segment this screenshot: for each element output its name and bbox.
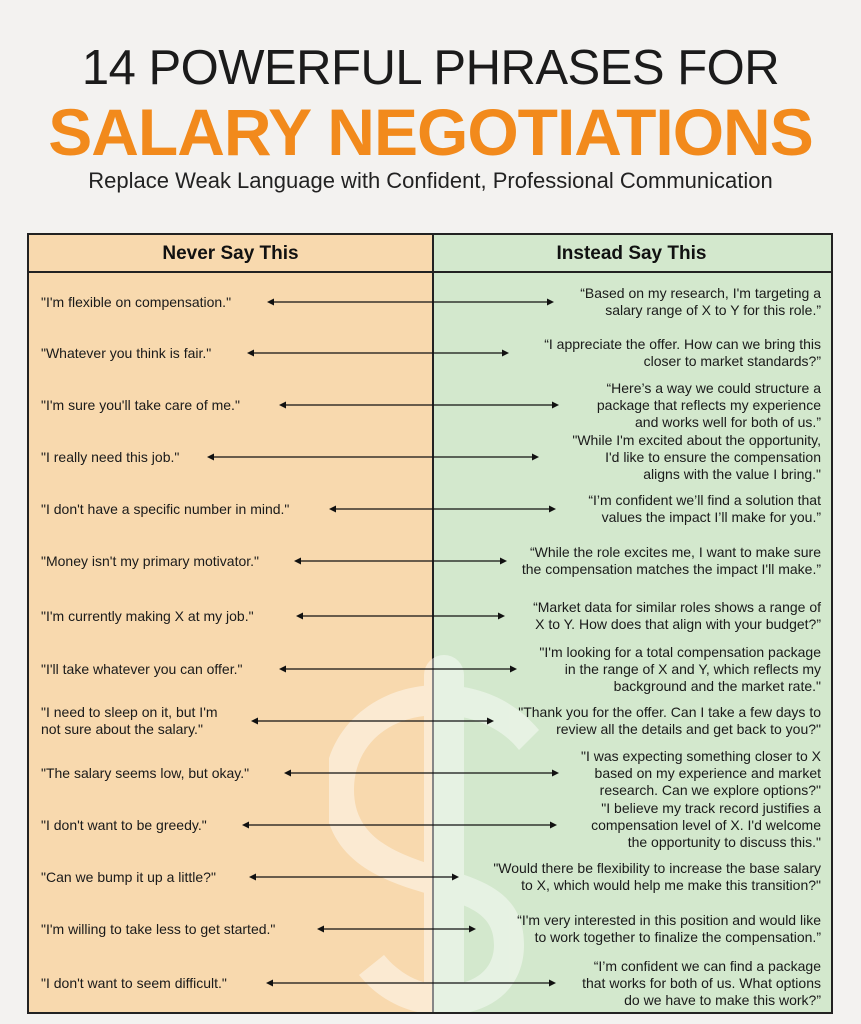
- double-arrow-icon: [247, 348, 509, 358]
- double-arrow-icon: [251, 716, 494, 726]
- never-phrase: "Money isn't my primary motivator.": [41, 552, 259, 569]
- double-arrow-icon: [249, 872, 459, 882]
- never-phrase: "I'm willing to take less to get started.": [41, 920, 276, 937]
- phrases-table: [27, 233, 833, 1014]
- double-arrow-icon: [279, 400, 559, 410]
- never-phrase: "I'm flexible on compensation.": [41, 293, 232, 310]
- instead-phrase: “Based on my research, I'm targeting a salary range of X to Y for this role.”: [580, 285, 821, 318]
- never-phrase: "I don't have a specific number in mind.": [41, 500, 290, 517]
- never-header: Never Say This: [162, 243, 299, 264]
- subtitle: Replace Weak Language with Confident, Professional Communication: [88, 168, 773, 193]
- double-arrow-icon: [317, 924, 476, 934]
- never-phrase: "I need to sleep on it, but I'm not sure about the salary.": [41, 704, 218, 737]
- never-phrase: "I'll take whatever you can offer.": [41, 660, 243, 677]
- double-arrow-icon: [284, 768, 559, 778]
- instead-phrase: “I'm very interested in this position and would like to work together to finalize the compensation.”: [517, 912, 821, 945]
- never-phrase: "I'm currently making X at my job.": [41, 607, 254, 624]
- instead-phrase: "While I'm excited about the opportunity, I'd like to ensure the compensation aligns with the value I bring.": [572, 431, 821, 482]
- instead-phrase: "I was expecting something closer to X based on my experience and market research. Can we explore options?": [581, 747, 821, 798]
- instead-phrase: “While the role excites me, I want to make sure the compensation matches the impact I'll make.”: [521, 544, 821, 577]
- double-arrow-icon: [294, 556, 507, 566]
- never-phrase: "I'm sure you'll take care of me.": [41, 396, 240, 413]
- instead-phrase: "I believe my track record justifies a compensation level of X. I'd welcome the opportunity to discuss this.": [591, 799, 821, 850]
- double-arrow-icon: [329, 504, 556, 514]
- never-phrase: "Can we bump it up a little?": [41, 868, 216, 885]
- instead-phrase: “Here’s a way we could structure a package that reflects my experience and works well for both of us.”: [596, 379, 821, 430]
- title-line2: SALARY NEGOTIATIONS: [48, 95, 813, 169]
- double-arrow-icon: [242, 820, 557, 830]
- instead-phrase: “I’m confident we’ll find a solution that values the impact I’ll make for you.”: [588, 492, 821, 525]
- instead-phrase: "Would there be flexibility to increase the base salary to X, which would help me make this transition?": [493, 860, 821, 893]
- title-line1: 14 POWERFUL PHRASES FOR: [81, 41, 780, 95]
- header-row: [29, 235, 831, 273]
- double-arrow-icon: [207, 452, 539, 462]
- double-arrow-icon: [279, 664, 517, 674]
- instead-phrase: “I appreciate the offer. How can we bring this closer to market standards?”: [544, 336, 821, 369]
- never-phrase: "I don't want to seem difficult.": [41, 974, 227, 991]
- instead-phrase: “I’m confident we can find a package that works for both of us. What options do we have to make this work?”: [582, 957, 821, 1008]
- instead-phrase: "I'm looking for a total compensation package in the range of X and Y, which reflects my background and the market rate.": [539, 643, 821, 694]
- double-arrow-icon: [296, 611, 505, 621]
- never-phrase: "The salary seems low, but okay.": [41, 764, 250, 781]
- instead-phrase: “Market data for similar roles shows a range of X to Y. How does that align with your budget?”: [533, 599, 821, 632]
- never-phrase: "I really need this job.": [41, 448, 180, 465]
- double-arrow-icon: [266, 978, 556, 988]
- instead-phrase: "Thank you for the offer. Can I take a few days to review all the details and get back to you?": [518, 704, 821, 737]
- never-phrase: "Whatever you think is fair.": [41, 344, 212, 361]
- instead-header: Instead Say This: [556, 243, 707, 264]
- double-arrow-icon: [267, 297, 554, 307]
- never-phrase: "I don't want to be greedy.": [41, 816, 207, 833]
